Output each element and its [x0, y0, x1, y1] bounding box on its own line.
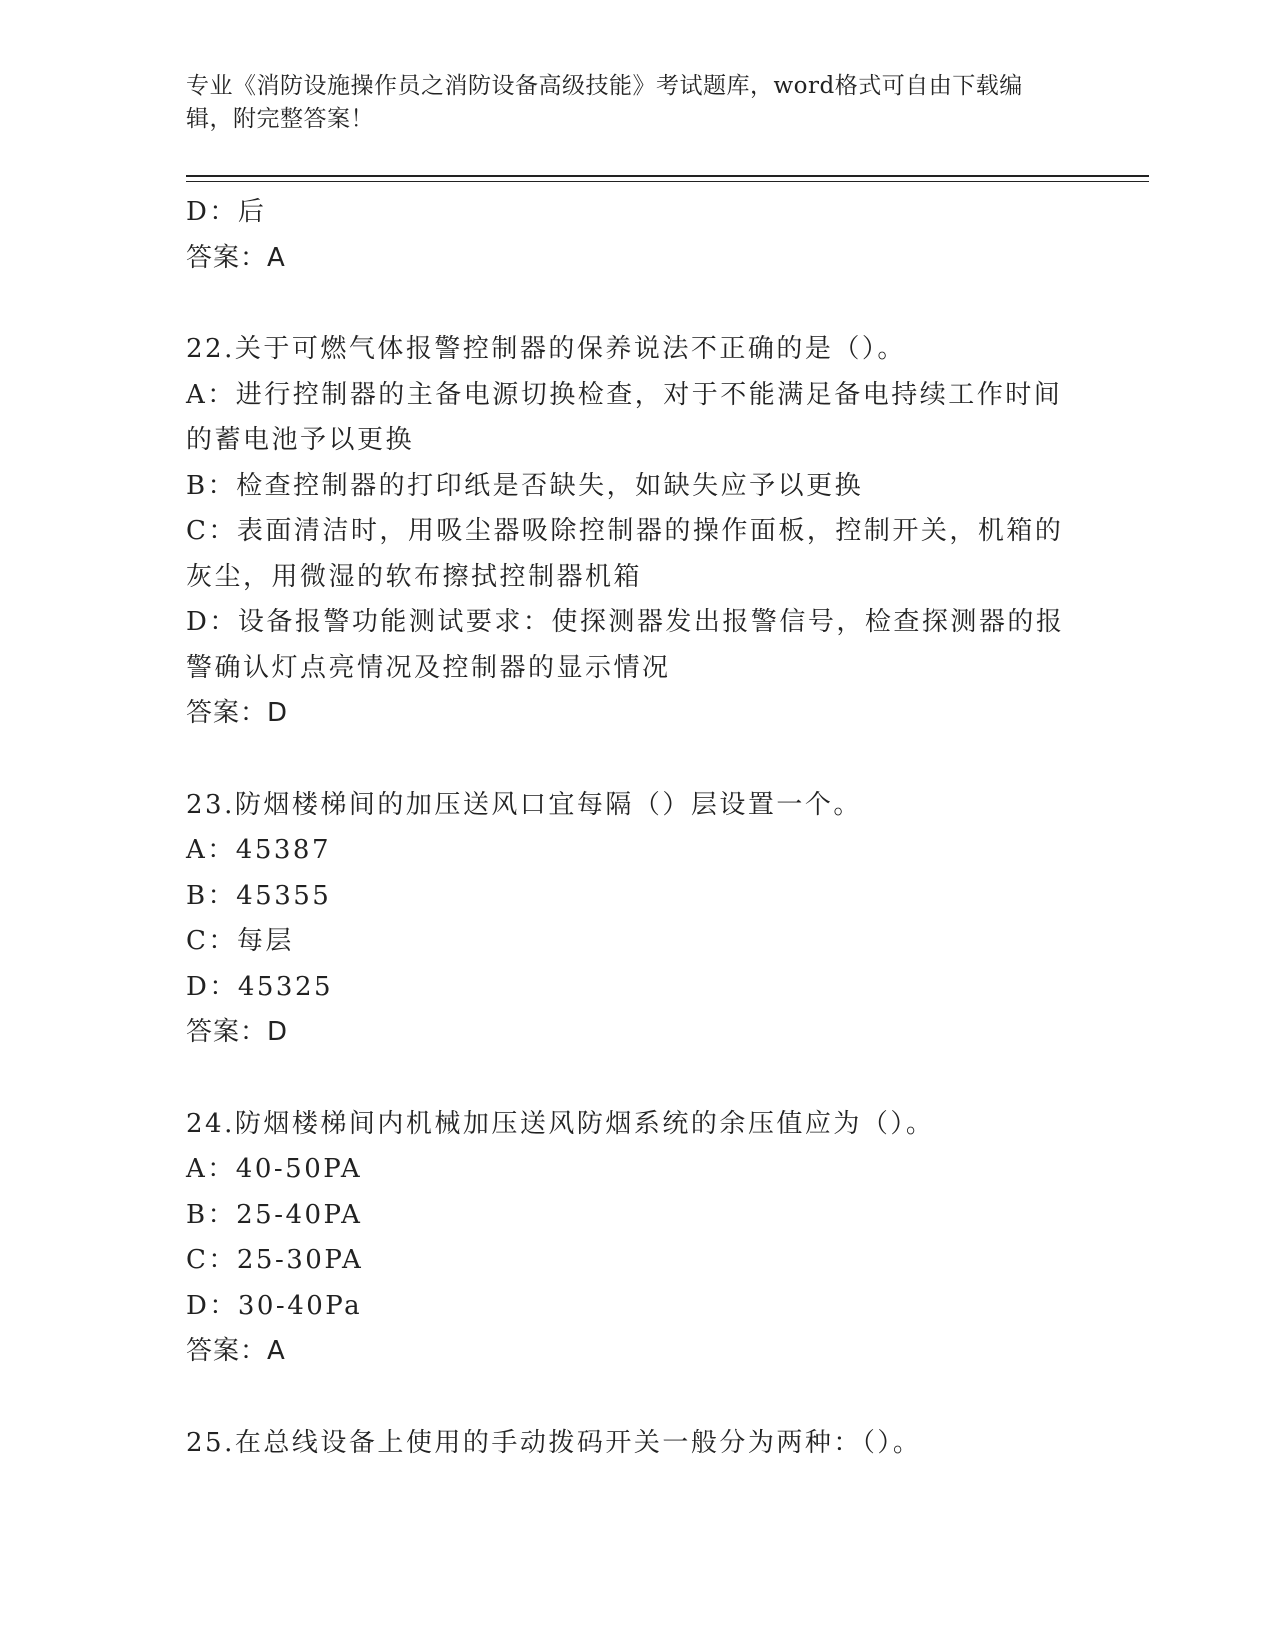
option-c: C：25-30PA: [186, 1245, 364, 1275]
previous-option-d: D：后: [186, 197, 267, 227]
spacer: [186, 1056, 1066, 1102]
option-c: C：每层: [186, 926, 294, 956]
question-22: [186, 327, 1066, 737]
question-stem: 24.防烟楼梯间内机械加压送风防烟系统的余压值应为（）。: [186, 1108, 935, 1139]
question-25: [186, 1421, 1066, 1467]
option-c: C：表面清洁时，用吸尘器吸除控制器的操作面板，控制开关，机箱的灰尘，用微湿的软布擦拭控制器机箱: [186, 516, 1064, 592]
option-d: D：设备报警功能测试要求：使探测器发出报警信号，检查探测器的报警确认灯点亮情况及控制器的显示情况: [186, 607, 1065, 683]
answer: 答案：D: [186, 698, 289, 728]
spacer: [186, 281, 1066, 327]
option-b: B：检查控制器的打印纸是否缺失，如缺失应予以更换: [186, 470, 864, 501]
header-rule-thick: [186, 175, 1149, 177]
document-header: [186, 70, 1066, 136]
option-a: A：进行控制器的主备电源切换检查，对于不能满足备电持续工作时间的蓄电池予以更换: [186, 379, 1063, 455]
question-stem: 25.在总线设备上使用的手动拨码开关一般分为两种：（）。: [186, 1427, 922, 1458]
option-d: D：30-40Pa: [186, 1290, 363, 1321]
question-23: [186, 783, 1066, 1056]
option-a: A：45387: [186, 835, 331, 865]
question-content: [186, 190, 1066, 1466]
spacer: [186, 737, 1066, 783]
question-stem: 23.防烟楼梯间的加压送风口宜每隔（）层设置一个。: [186, 789, 862, 820]
answer: 答案：A: [186, 1336, 286, 1366]
header-text: 专业《消防设施操作员之消防设备高级技能》考试题库，word格式可自由下载编辑，附完整答案！: [186, 73, 1023, 132]
option-a: A：40-50PA: [186, 1154, 363, 1184]
option-b: B：25-40PA: [186, 1199, 363, 1230]
question-24: [186, 1102, 1066, 1375]
answer: 答案：D: [186, 1017, 289, 1047]
header-rule-thin: [186, 181, 1149, 182]
previous-answer: 答案：A: [186, 242, 286, 273]
spacer: [186, 1375, 1066, 1421]
option-d: D：45325: [186, 971, 334, 1002]
option-b: B：45355: [186, 880, 332, 911]
question-stem: 22.关于可燃气体报警控制器的保养说法不正确的是（）。: [186, 334, 906, 364]
